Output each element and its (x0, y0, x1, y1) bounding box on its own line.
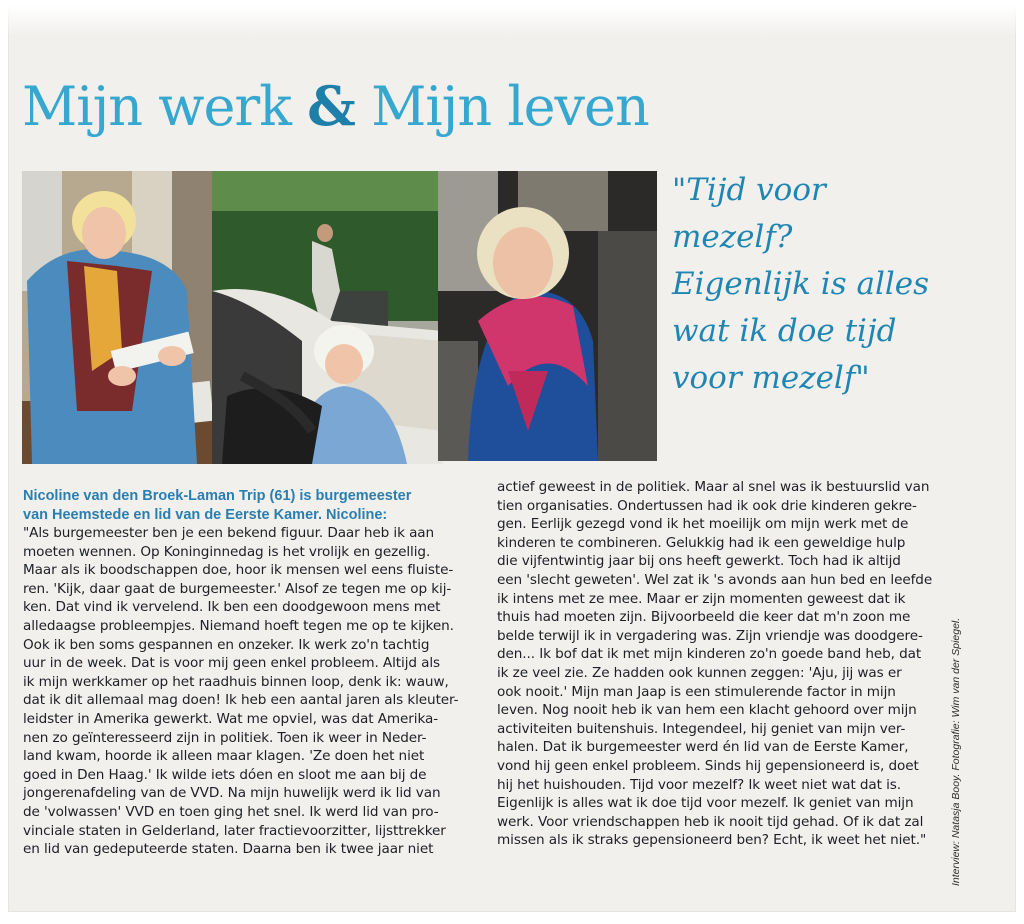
body-line: Maar als ik boodschappen doe, hoor ik mensen wel eens fluiste- (23, 562, 454, 579)
body-line: belde terwijl ik in vergadering was. Zijn vriendje was doodgere- (497, 627, 923, 644)
body-line: moeten wennen. Op Koninginnedag is het vrolijk en gezellig. (23, 543, 431, 560)
pull-quote-line: mezelf? (672, 219, 793, 255)
body-line: dat ik dit allemaal mag doen! Ik heb een aantal jaren als kleuter- (23, 692, 459, 709)
body-line: de 'volwassen' VVD en toen ging het snel. Ik werd lid van pro- (23, 803, 439, 820)
body-line: een 'slecht geweten'. Wel zat ik 's avonds aan hun bed en leefde (497, 571, 933, 588)
body-line: den... Ik bof dat ik met mijn kinderen zo'n goede band heb, dat (497, 646, 922, 663)
photo-office (22, 171, 218, 464)
body-line: ik mijn werkkamer op het raadhuis binnen loop, denk ik: wauw, (23, 673, 449, 690)
body-line: activiteiten buitenshuis. Integendeel, hij geniet van mijn ver- (497, 720, 906, 737)
headline-ampersand: & (307, 74, 355, 138)
headline-part2: Mijn leven (354, 75, 649, 138)
page-title (22, 74, 649, 138)
body-line: actief geweest in de politiek. Maar al snel was ik bestuurslid van (497, 479, 930, 495)
body-line: hij het huishouden. Tijd voor mezelf? Ik weet niet wat dat is. (497, 776, 901, 793)
body-line: missen als ik straks gepensioneerd ben? Echt, ik weet het niet." (497, 832, 927, 849)
body-line: alledaagse probleempjes. Niemand hoeft tegen me op te kijken. (23, 617, 454, 634)
body-line: werk. Voor vriendschappen heb ik nooit tijd gehad. Of ik dat zal (497, 813, 924, 830)
photo-credit: Interview: Natasja Booy. Fotografie: Wim van der Spiegel. (950, 617, 962, 886)
body-line: jongerenafdeling van de VVD. Na mijn huwelijk werd ik lid van (23, 785, 441, 802)
pull-quote (672, 167, 972, 402)
body-line: leidster in Amerika gewerkt. Wat me opviel, was dat Amerika- (23, 710, 439, 727)
body-line: ik intens met ze mee. Maar er zijn momenten geweest dat ik (497, 590, 906, 607)
body-line: ik ze veel zie. Ze hadden ook kunnen zeggen: 'Aju, jij was er (497, 664, 902, 681)
photo-garden-car (212, 171, 443, 464)
photo-portrait (438, 171, 657, 461)
body-line: "Als burgemeester ben je een bekend figuur. Daar heb ik aan (23, 525, 435, 541)
body-line: en lid van gedeputeerde staten. Daarna ben ik twee jaar niet (23, 841, 434, 858)
pull-quote-line: Eigenlijk is alles (672, 266, 930, 302)
lead-paragraph (23, 487, 493, 524)
body-line: ren. 'Kijk, daar gaat de burgemeester.' Alsof ze tegen me op kij- (23, 580, 452, 597)
body-line: land kwam, hoorde ik alleen maar klagen. 'Ze doen het niet (23, 748, 425, 765)
lead-line: van Heemstede en lid van de Eerste Kamer. Nicoline: (23, 506, 388, 523)
headline-part1: Mijn werk (22, 75, 308, 138)
body-line: leven. Nog nooit heb ik van hem een klacht gehoord over mijn (497, 702, 917, 719)
body-line: vond hij geen enkel probleem. Sinds hij gepensioneerd is, doet (497, 757, 919, 774)
body-line: thuis had moeten zijn. Bijvoorbeeld die keer dat m'n zoon me (497, 609, 911, 626)
lead-line: Nicoline van den Broek-Laman Trip (61) is burgemeester (23, 488, 412, 504)
magazine-page (8, 6, 1016, 912)
body-line: halen. Dat ik burgemeester werd én lid van de Eerste Kamer, (497, 739, 909, 756)
body-line: nen zo geïnteresseerd zijn in politiek. Toen ik weer in Neder- (23, 729, 427, 746)
body-line: Eigenlijk is alles wat ik doe tijd voor mezelf. Ik geniet van mijn (497, 795, 914, 812)
body-line: tien organisaties. Ondertussen had ik ook drie kinderen gekre- (497, 497, 917, 514)
body-line: vinciale staten in Gelderland, later fractievoorzitter, lijsttrekker (23, 822, 446, 839)
body-line: uur in de week. Dat is voor mij geen enkel probleem. Altijd als (23, 655, 441, 672)
body-line: kinderen te combineren. Gelukkig had ik een geweldige hulp (497, 534, 906, 551)
body-line: ken. Dat vind ik vervelend. Ik ben een doodgewoon mens met (23, 599, 441, 616)
body-column-left (23, 524, 488, 859)
body-line: goed in Den Haag.' Ik wilde iets dóen en sloot me aan bij de (23, 766, 427, 783)
pull-quote-line: voor mezelf" (672, 360, 870, 396)
body-line: die vijfentwintig jaar bij ons heeft gewerkt. Toch had ik altijd (497, 553, 901, 570)
body-line: ook nooit.' Mijn man Jaap is een stimulerende factor in mijn (497, 683, 896, 700)
body-column-right (497, 478, 937, 850)
pull-quote-line: wat ik doe tijd (672, 313, 897, 349)
body-line: gen. Eerlijk gezegd vond ik het moeilijk om mijn werk met de (497, 516, 909, 533)
body-line: Ook ik ben soms gespannen en onzeker. Ik werk zo'n tachtig (23, 636, 430, 653)
pull-quote-line: "Tijd voor (672, 172, 826, 208)
